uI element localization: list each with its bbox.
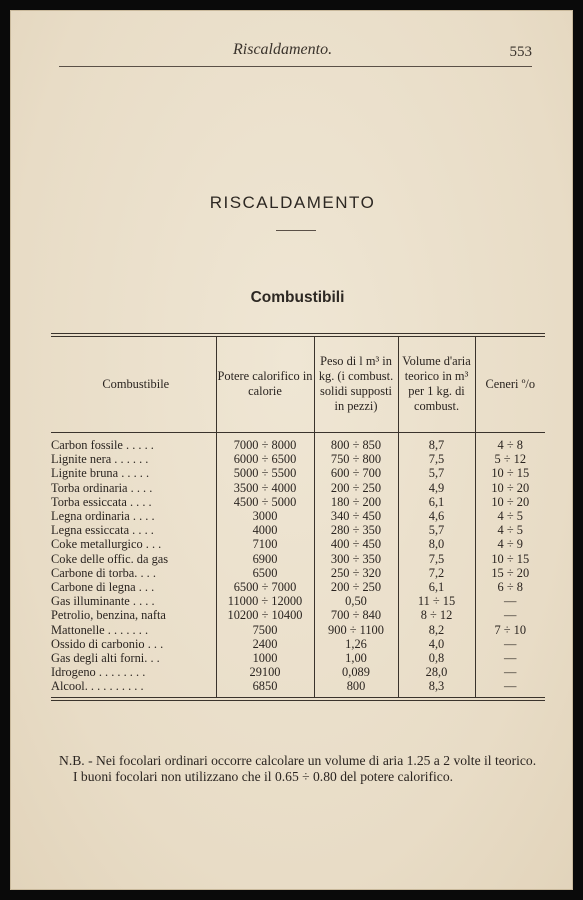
table-row (51, 679, 545, 696)
air-volume-cell: 8 ÷ 12 (398, 608, 475, 622)
table-row (51, 552, 545, 566)
table-row (51, 481, 545, 495)
calorific-power-cell: 4000 (216, 523, 314, 537)
table-row (51, 466, 545, 480)
fuel-table (51, 337, 545, 697)
fuel-name-cell: Gas degli alti forni. . . (51, 651, 160, 666)
ash-cell: 5 ÷ 12 (475, 452, 545, 466)
air-volume-cell: 4,6 (398, 509, 475, 523)
fuel-name-cell: Mattonelle . . . . . . . (51, 622, 149, 637)
weight-cell: 250 ÷ 320 (314, 566, 398, 580)
running-head: Riscaldamento. (233, 41, 333, 58)
air-volume-cell: 8,2 (398, 623, 475, 637)
calorific-power-cell: 10200 ÷ 10400 (216, 608, 314, 622)
air-volume-cell: 28,0 (398, 665, 475, 679)
fuel-name-cell: Carbone di legna . . . (51, 580, 155, 595)
weight-cell: 800 ÷ 850 (314, 433, 398, 453)
section-subtitle: Combustibili (250, 289, 345, 306)
ash-cell: 10 ÷ 15 (475, 552, 545, 566)
ash-cell: 15 ÷ 20 (475, 566, 545, 580)
weight-cell: 1,00 (314, 651, 398, 665)
air-volume-cell: 7,5 (398, 452, 475, 466)
fuel-name-cell: Torba ordinaria . . . . (51, 480, 153, 495)
calorific-power-cell: 29100 (216, 665, 314, 679)
weight-cell: 0,089 (314, 665, 398, 679)
weight-cell: 1,26 (314, 637, 398, 651)
book-page (10, 10, 573, 890)
calorific-power-cell: 6500 ÷ 7000 (216, 580, 314, 594)
table-row (51, 608, 545, 622)
weight-cell: 600 ÷ 700 (314, 466, 398, 480)
fuel-table-container (51, 333, 545, 701)
air-volume-cell: 5,7 (398, 466, 475, 480)
air-volume-cell: 7,2 (398, 566, 475, 580)
ash-cell: — (475, 594, 545, 608)
column-header-weight: Peso di l m³ in kg. (i combust. solidi supposti in pezzi) (314, 337, 398, 433)
fuel-name-cell: Lignite bruna . . . . . (51, 466, 150, 481)
fuel-name-cell: Alcool. . . . . . . . . . (51, 679, 144, 694)
table-row (51, 452, 545, 466)
page-title: RISCALDAMENTO (209, 193, 376, 212)
fuel-name-cell: Coke delle offic. da gas (51, 551, 169, 566)
table-bottom-rule (51, 697, 545, 701)
fuel-name-cell: Coke metallurgico . . . (51, 537, 162, 552)
ash-cell: 4 ÷ 5 (475, 523, 545, 537)
calorific-power-cell: 2400 (216, 637, 314, 651)
ash-cell: — (475, 679, 545, 696)
calorific-power-cell: 4500 ÷ 5000 (216, 495, 314, 509)
calorific-power-cell: 7100 (216, 537, 314, 551)
air-volume-cell: 5,7 (398, 523, 475, 537)
fuel-name-cell: Lignite nera . . . . . . (51, 452, 149, 467)
column-header-air-volume: Volume d'aria teorico in m³ per 1 kg. di combust. (398, 337, 475, 433)
calorific-power-cell: 6000 ÷ 6500 (216, 452, 314, 466)
ash-cell: 4 ÷ 9 (475, 537, 545, 551)
fuel-name-cell: Ossido di carbonio . . . (51, 636, 164, 651)
table-row (51, 433, 545, 453)
table-header-row (51, 337, 545, 433)
column-header-fuel: Combustibile (51, 337, 216, 433)
air-volume-cell: 6,1 (398, 580, 475, 594)
ash-cell: 10 ÷ 20 (475, 495, 545, 509)
weight-cell: 180 ÷ 200 (314, 495, 398, 509)
calorific-power-cell: 6900 (216, 552, 314, 566)
table-row (51, 537, 545, 551)
calorific-power-cell: 5000 ÷ 5500 (216, 466, 314, 480)
ash-cell: — (475, 608, 545, 622)
calorific-power-cell: 6500 (216, 566, 314, 580)
weight-cell: 800 (314, 679, 398, 696)
weight-cell: 750 ÷ 800 (314, 452, 398, 466)
air-volume-cell: 6,1 (398, 495, 475, 509)
fuel-name-cell: Legna essiccata . . . . (51, 523, 154, 538)
column-header-ash: Ceneri º/o (475, 337, 545, 433)
table-row (51, 594, 545, 608)
weight-cell: 700 ÷ 840 (314, 608, 398, 622)
page-number: 553 (509, 44, 532, 60)
table-row (51, 665, 545, 679)
fuel-name-cell: Idrogeno . . . . . . . . (51, 665, 146, 680)
fuel-name-cell: Gas illuminante . . . . (51, 594, 155, 609)
air-volume-cell: 11 ÷ 15 (398, 594, 475, 608)
air-volume-cell: 4,0 (398, 637, 475, 651)
ash-cell: 6 ÷ 8 (475, 580, 545, 594)
fuel-name-cell: Petrolio, benzina, nafta (51, 608, 166, 623)
fuel-name-cell: Torba essiccata . . . . (51, 494, 152, 509)
calorific-power-cell: 3000 (216, 509, 314, 523)
fuel-name-cell: Carbone di torba. . . . (51, 565, 156, 580)
air-volume-cell: 8,7 (398, 433, 475, 453)
ash-cell: — (475, 651, 545, 665)
header-rule (59, 66, 532, 67)
column-header-calorific-power: Potere calorifico in calorie (216, 337, 314, 433)
weight-cell: 900 ÷ 1100 (314, 623, 398, 637)
table-row (51, 623, 545, 637)
weight-cell: 340 ÷ 450 (314, 509, 398, 523)
title-rule (276, 230, 316, 231)
ash-cell: 10 ÷ 15 (475, 466, 545, 480)
footnote (59, 753, 549, 785)
table-row (51, 651, 545, 665)
calorific-power-cell: 7500 (216, 623, 314, 637)
weight-cell: 400 ÷ 450 (314, 537, 398, 551)
air-volume-cell: 0,8 (398, 651, 475, 665)
calorific-power-cell: 3500 ÷ 4000 (216, 481, 314, 495)
note-paragraph: N.B. - Nei focolari ordinari occorre calcolare un volume di aria 1.25 a 2 volte il teorico. (59, 753, 537, 768)
calorific-power-cell: 1000 (216, 651, 314, 665)
calorific-power-cell: 7000 ÷ 8000 (216, 433, 314, 453)
table-body (51, 433, 545, 697)
fuel-name-cell: Carbon fossile . . . . . (51, 438, 154, 452)
table-row (51, 523, 545, 537)
note-paragraph: I buoni focolari non utilizzano che il 0.65 ÷ 0.80 del potere calorifico. (73, 769, 454, 784)
table-row (51, 566, 545, 580)
air-volume-cell: 8,0 (398, 537, 475, 551)
table-row (51, 580, 545, 594)
weight-cell: 280 ÷ 350 (314, 523, 398, 537)
air-volume-cell: 4,9 (398, 481, 475, 495)
ash-cell: 7 ÷ 10 (475, 623, 545, 637)
ash-cell: — (475, 637, 545, 651)
table-row (51, 495, 545, 509)
ash-cell: 4 ÷ 8 (475, 433, 545, 453)
weight-cell: 200 ÷ 250 (314, 481, 398, 495)
calorific-power-cell: 11000 ÷ 12000 (216, 594, 314, 608)
ash-cell: — (475, 665, 545, 679)
table-row (51, 637, 545, 651)
calorific-power-cell: 6850 (216, 679, 314, 696)
weight-cell: 300 ÷ 350 (314, 552, 398, 566)
air-volume-cell: 7,5 (398, 552, 475, 566)
ash-cell: 4 ÷ 5 (475, 509, 545, 523)
air-volume-cell: 8,3 (398, 679, 475, 696)
weight-cell: 200 ÷ 250 (314, 580, 398, 594)
fuel-name-cell: Legna ordinaria . . . . (51, 509, 155, 524)
table-row (51, 509, 545, 523)
weight-cell: 0,50 (314, 594, 398, 608)
ash-cell: 10 ÷ 20 (475, 481, 545, 495)
